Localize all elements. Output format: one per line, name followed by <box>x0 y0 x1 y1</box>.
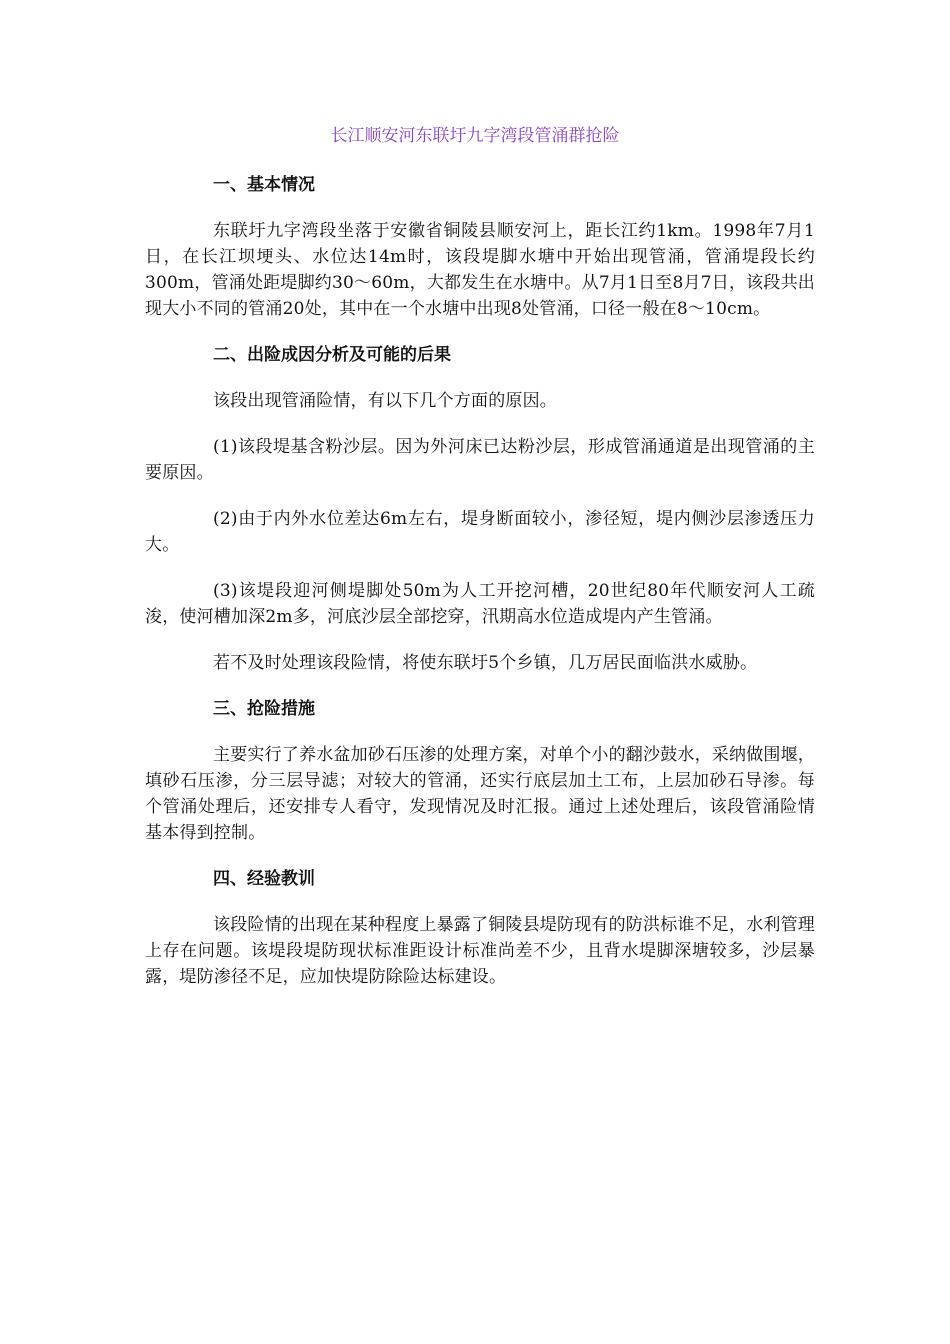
paragraph: (1)该段堤基含粉沙层。因为外河床已达粉沙层，形成管涌通道是出现管涌的主要原因。 <box>145 437 815 483</box>
paragraph: (2)由于内外水位差达6m左右，堤身断面较小，渗径短，堤内侧沙层渗透压力大。 <box>145 509 815 555</box>
section-lessons-learned <box>145 866 815 990</box>
section-heading: 四、经验教训 <box>213 869 315 889</box>
paragraph: 该段险情的出现在某种程度上暴露了铜陵县堤防现有的防洪标谁不足，水利管理上存在问题。该堤段堤防现状标准距设计标准尚差不少，且背水堤脚深塘较多，沙层暴露，堤防渗径不足，应加快堤防除险达标建设。 <box>145 915 815 987</box>
section-heading: 三、抢险措施 <box>213 699 315 719</box>
paragraph: (3)该堤段迎河侧堤脚处50m为人工开挖河槽，20世纪80年代顺安河人工疏浚，使河槽加深2m多，河底沙层全部挖穿，汛期高水位造成堤内产生管涌。 <box>145 581 815 627</box>
paragraph: 若不及时处理该段险情，将使东联圩5个乡镇，几万居民面临洪水威胁。 <box>213 653 758 673</box>
paragraph: 主要实行了养水盆加砂石压渗的处理方案，对单个小的翻沙鼓水，采纳做围堰，填砂石压渗，分三层导滤；对较大的管涌，还实行底层加土工布，上层加砂石导渗。每个管涌处理后，还安排专人看守，发现情况及时汇报。通过上述处理后，该段管涌险情基本得到控制。 <box>145 745 815 843</box>
section-emergency-measures <box>145 696 815 846</box>
section-basic-info <box>145 172 815 322</box>
paragraph: 东联圩九字湾段坐落于安徽省铜陵县顺安河上，距长江约1km。1998年7月1日，在长江坝埂头、水位达14m时，该段堤脚水塘中开始出现管涌，管涌堤段长约300m，管涌处距堤脚约30～60m，大都发生在水塘中。从7月1日至8月7日，该段共出现大小不同的管涌20处，其中在一个水塘中出现8处管涌，口径一般在8～10cm。 <box>145 221 815 319</box>
document-body <box>145 172 815 990</box>
document-title: 长江顺安河东联圩九字湾段管涌群抢险 <box>330 126 620 146</box>
section-cause-analysis <box>145 342 815 676</box>
section-heading: 一、基本情况 <box>213 175 315 195</box>
paragraph: 该段出现管涌险情，有以下几个方面的原因。 <box>213 391 557 411</box>
section-heading: 二、出险成因分析及可能的后果 <box>213 345 451 365</box>
